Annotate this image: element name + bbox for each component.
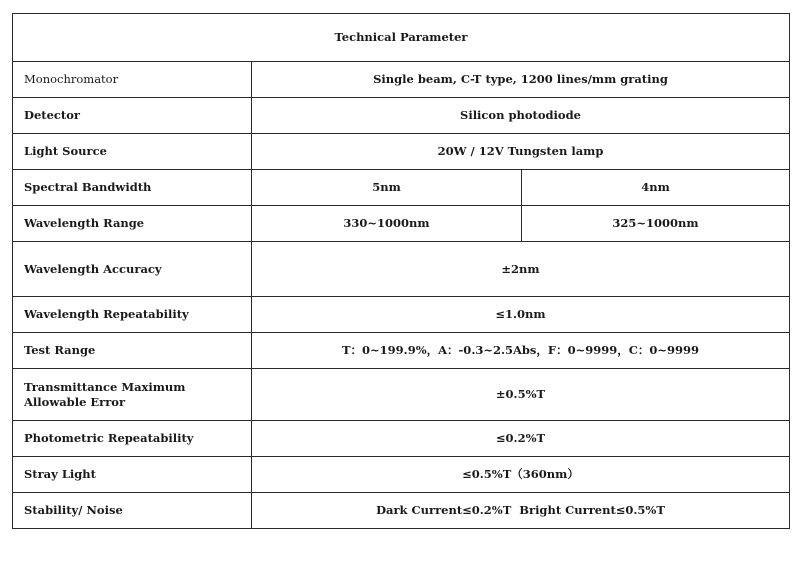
row-value-model-a: 5nm (252, 170, 522, 206)
row-label: Photometric Repeatability (13, 421, 252, 457)
row-value-model-b: 4nm (522, 170, 790, 206)
row-label: Spectral Bandwidth (13, 170, 252, 206)
row-value-model-a: 330~1000nm (252, 206, 522, 242)
row-value: ≤0.2%T (252, 421, 790, 457)
table-row-photometric-repeatability (13, 421, 790, 457)
table-header-row (13, 14, 790, 62)
row-label: Stability/ Noise (13, 493, 252, 529)
table-row-stray-light (13, 457, 790, 493)
technical-parameter-table (12, 13, 790, 529)
row-label: Stray Light (13, 457, 252, 493)
row-value: Single beam, C-T type, 1200 lines/mm grating (252, 62, 790, 98)
row-label: Monochromator (13, 62, 252, 98)
row-label: Transmittance Maximum Allowable Error (13, 369, 252, 421)
row-value: Dark Current≤0.2%T Bright Current≤0.5%T (252, 493, 790, 529)
row-label: Wavelength Accuracy (13, 242, 252, 297)
table-row-wavelength-range (13, 206, 790, 242)
row-value: ±2nm (252, 242, 790, 297)
table-row-wavelength-accuracy (13, 242, 790, 297)
table-row-detector (13, 98, 790, 134)
row-label: Wavelength Repeatability (13, 297, 252, 333)
row-label: Test Range (13, 333, 252, 369)
table-row-wavelength-repeatability (13, 297, 790, 333)
row-value: 20W / 12V Tungsten lamp (252, 134, 790, 170)
row-value: Silicon photodiode (252, 98, 790, 134)
table-row-stability-noise (13, 493, 790, 529)
row-value: ≤0.5%T（360nm） (252, 457, 790, 493)
table-row-light-source (13, 134, 790, 170)
table-row-test-range (13, 333, 790, 369)
row-value: T：0~199.9%，A：-0.3~2.5Abs，F：0~9999，C：0~9999 (252, 333, 790, 369)
row-label: Detector (13, 98, 252, 134)
row-value: ±0.5%T (252, 369, 790, 421)
table-row-monochromator (13, 62, 790, 98)
row-label: Wavelength Range (13, 206, 252, 242)
table-row-spectral-bandwidth (13, 170, 790, 206)
table-row-transmittance-error (13, 369, 790, 421)
row-label: Light Source (13, 134, 252, 170)
row-value: ≤1.0nm (252, 297, 790, 333)
table-title: Technical Parameter (13, 14, 790, 62)
row-value-model-b: 325~1000nm (522, 206, 790, 242)
